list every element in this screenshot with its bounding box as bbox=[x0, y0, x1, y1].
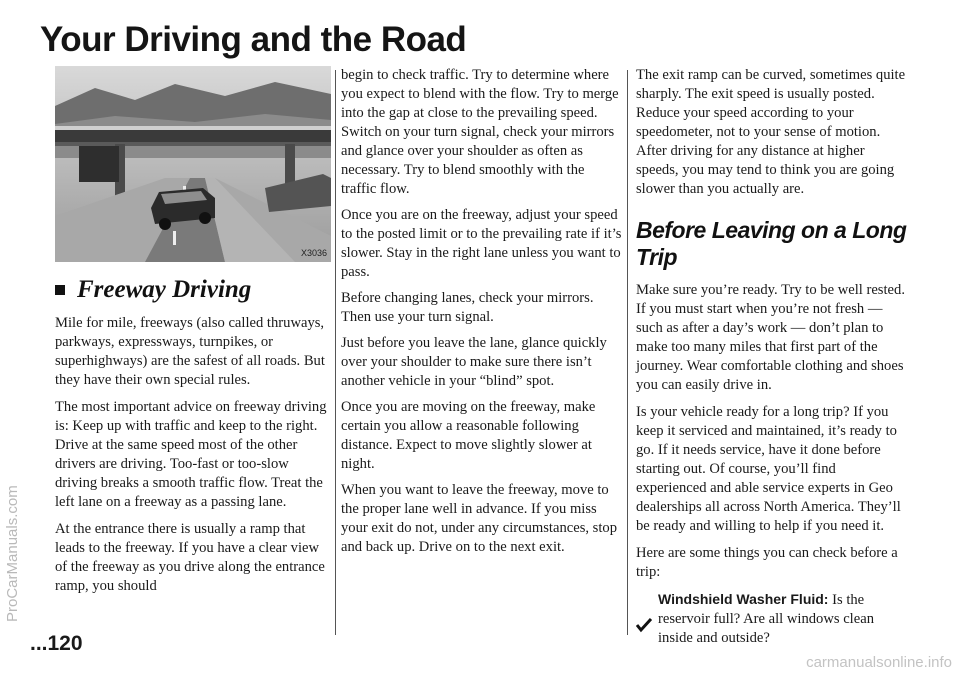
checklist-item bbox=[636, 590, 908, 656]
section-heading-text: Freeway Driving bbox=[77, 276, 252, 303]
column-divider bbox=[335, 70, 336, 635]
checklist-text bbox=[658, 590, 908, 648]
checklist-body: Is the reservoir full? Are all windows clean inside and outside? bbox=[658, 592, 874, 646]
paragraph: Once you are on the freeway, adjust your speed to the posted limit or to the prevailing rate if it’s slower. Stay in the right lane unless you want to pass. bbox=[341, 207, 622, 280]
section-heading-long-trip: Before Leaving on a Long Trip bbox=[636, 217, 907, 270]
paragraph: Is your vehicle ready for a long trip? If you keep it serviced and maintained, it’s ready to go. If it needs service, have it done before starting out. Of course, you’ll find experienced and able service experts in Geo dealerships all across North America. They’ll be ready and willing to help if you need it. bbox=[636, 404, 901, 534]
paragraph: The most important advice on freeway driving is: Keep up with traffic and keep to the right. Drive at the same speed most of the other drivers are driving. Too-fast or too-slow driving breaks a smooth traffic flow. Treat the left lane on a freeway as a passing lane. bbox=[55, 399, 327, 510]
checkmark-icon bbox=[636, 594, 652, 656]
paragraph: Make sure you’re ready. Try to be well rested. If you must start when you’re not fresh — such as after a day’s work — don’t plan to make too many miles that first part of the journey. Wear comfortable clothing and shoes you can easily drive in. bbox=[636, 282, 905, 393]
paragraph: Just before you leave the lane, glance quickly over your shoulder to make sure there isn’t another vehicle in your “blind” spot. bbox=[341, 335, 607, 389]
page-number: ...120 bbox=[30, 632, 83, 655]
paragraph: Mile for mile, freeways (also called thruways, parkways, expressways, turnpikes, or superhighways) are the safest of all roads. But they have their own special rules. bbox=[55, 315, 325, 388]
paragraph: Here are some things you can check before a trip: bbox=[636, 545, 898, 580]
square-bullet-icon bbox=[55, 285, 65, 295]
paragraph: When you want to leave the freeway, move to the proper lane well in advance. If you miss your exit do not, under any circumstances, stop and back up. Drive on to the next exit. bbox=[341, 482, 617, 555]
column-1 bbox=[55, 66, 331, 604]
checklist-label: Windshield Washer Fluid: bbox=[658, 591, 829, 607]
paragraph: begin to check traffic. Try to determine where you expect to blend with the flow. Try to merge into the gap at close to the prevailing speed. Switch on your turn signal, check your mirrors and glance over your shoulder as often as necessary. Try to blend smoothly with the traffic flow. bbox=[341, 67, 619, 197]
page-title: Your Driving and the Road bbox=[40, 20, 467, 59]
illustration-code: X3036 bbox=[301, 248, 328, 258]
paragraph: The exit ramp can be curved, sometimes quite sharply. The exit speed is usually posted. Reduce your speed according to your speedometer, not to your sense of motion. After driving for any distance at higher speeds, you may tend to think you are going slower than you actually are. bbox=[636, 67, 906, 197]
side-watermark: ProCarManuals.com bbox=[4, 485, 21, 622]
paragraph: At the entrance there is usually a ramp that leads to the freeway. If you have a clear view of the freeway as you drive along the entrance ramp, you should bbox=[55, 521, 325, 594]
column-2 bbox=[341, 66, 623, 564]
section-heading-freeway bbox=[55, 276, 331, 304]
footer-watermark: carmanualsonline.info bbox=[806, 654, 952, 671]
paragraph: Once you are moving on the freeway, make certain you allow a reasonable following distance. Expect to move slightly slower at night. bbox=[341, 399, 596, 472]
freeway-illustration bbox=[55, 66, 331, 262]
column-divider bbox=[627, 70, 628, 635]
column-3 bbox=[636, 66, 908, 656]
paragraph: Before changing lanes, check your mirrors. Then use your turn signal. bbox=[341, 290, 594, 325]
